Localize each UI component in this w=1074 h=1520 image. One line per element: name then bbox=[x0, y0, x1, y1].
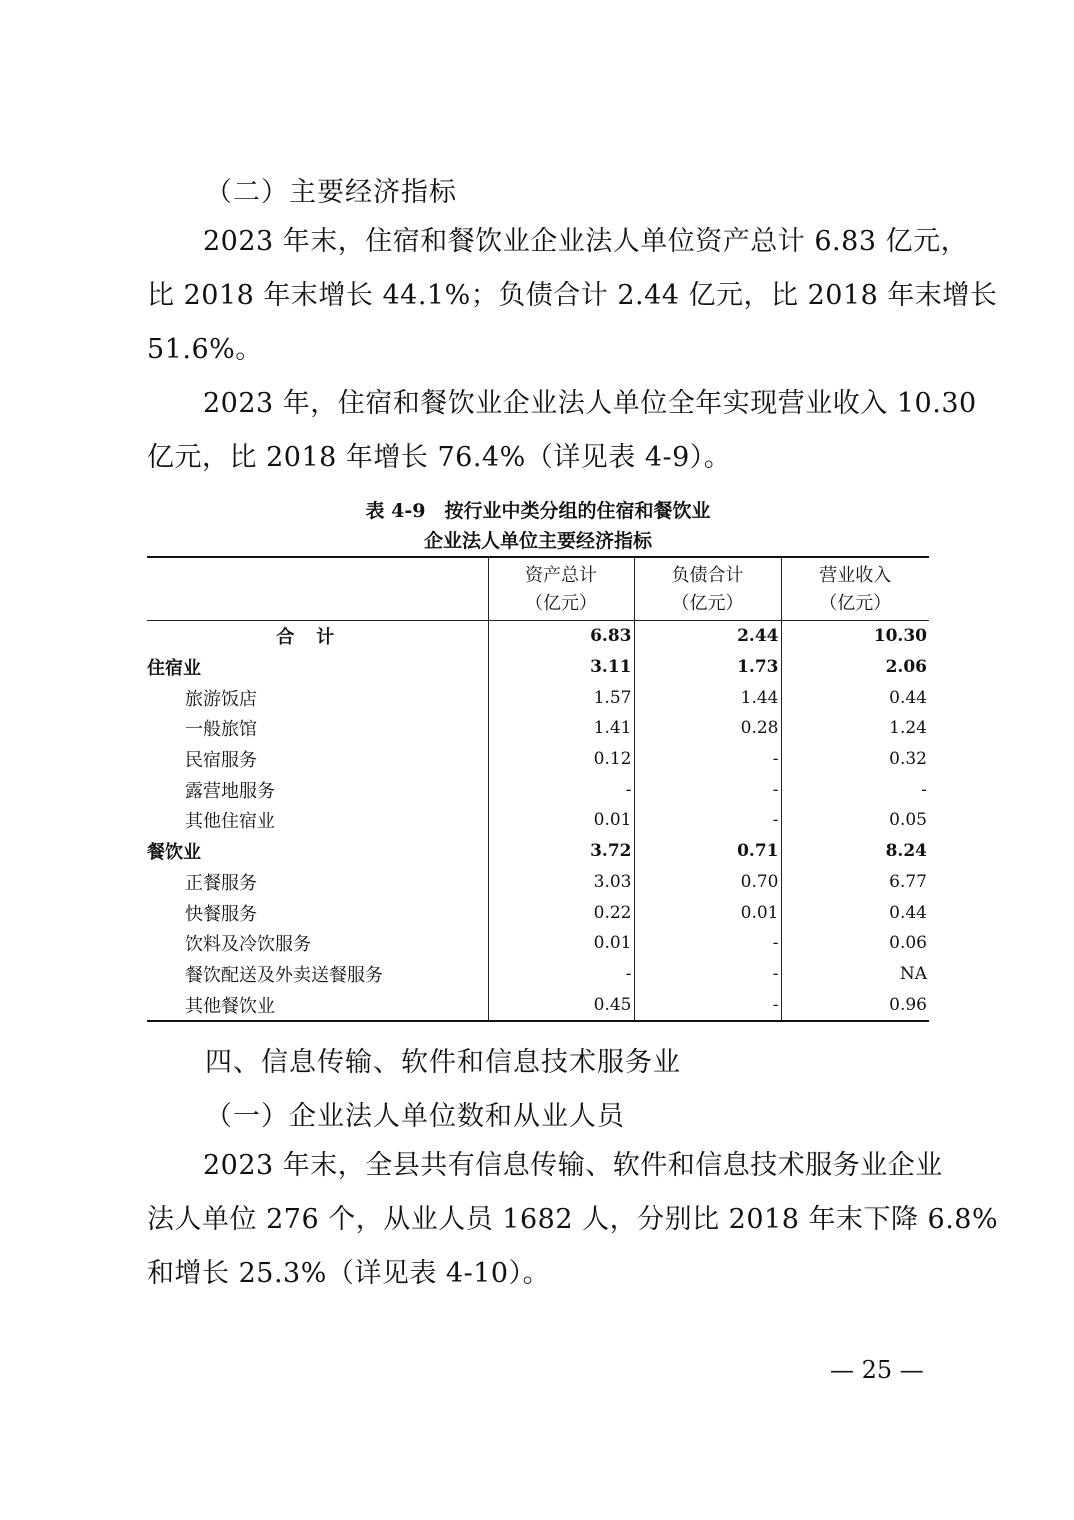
economic-indicators-table bbox=[147, 558, 929, 1020]
table-title: 表 4-9 按行业中类分组的住宿和餐饮业 bbox=[365, 500, 711, 522]
cell-value: 6.77 bbox=[781, 867, 929, 898]
row-label: 餐饮业 bbox=[147, 842, 201, 864]
table-row bbox=[147, 897, 929, 928]
table-row bbox=[147, 928, 929, 959]
table-row bbox=[147, 744, 929, 775]
row-label: 其他餐饮业 bbox=[185, 995, 275, 1017]
table-row-total bbox=[147, 621, 929, 652]
cell-value: 0.12 bbox=[488, 744, 634, 775]
paragraph-line: 法人单位 276 个，从业人员 1682 人，分别比 2018 年末下降 6.8% bbox=[147, 1204, 999, 1235]
paragraph-line: 2023 年末，住宿和餐饮业企业法人单位资产总计 6.83 亿元， bbox=[203, 226, 969, 257]
cell-value: 6.83 bbox=[488, 621, 634, 652]
table-row bbox=[147, 774, 929, 805]
table-header-row bbox=[147, 558, 929, 621]
cell-value: 0.71 bbox=[634, 836, 781, 867]
paragraph-line: 和增长 25.3%（详见表 4-10）。 bbox=[147, 1258, 551, 1289]
table-row-category bbox=[147, 652, 929, 683]
cell-value: 0.01 bbox=[488, 805, 634, 836]
cell-value: 0.05 bbox=[781, 805, 929, 836]
row-label: 合计 bbox=[276, 627, 357, 649]
column-header-unit: （亿元） bbox=[525, 593, 597, 614]
cell-value: 1.24 bbox=[781, 713, 929, 744]
row-label: 住宿业 bbox=[147, 658, 201, 680]
cell-value: 3.72 bbox=[488, 836, 634, 867]
cell-value: - bbox=[488, 774, 634, 805]
cell-value: 8.24 bbox=[781, 836, 929, 867]
column-header-label: 资产总计 bbox=[525, 565, 597, 586]
cell-value: NA bbox=[781, 959, 929, 990]
cell-value: - bbox=[488, 959, 634, 990]
column-header-liabilities bbox=[634, 558, 781, 621]
table-subtitle: 企业法人单位主要经济指标 bbox=[423, 530, 652, 552]
column-header-label: 负债合计 bbox=[671, 565, 744, 586]
cell-value: - bbox=[634, 989, 781, 1020]
cell-value: - bbox=[634, 744, 781, 775]
section-heading-it-services: 四、信息传输、软件和信息技术服务业 bbox=[205, 1047, 681, 1078]
row-label: 快餐服务 bbox=[185, 903, 257, 925]
row-label: 其他住宿业 bbox=[185, 811, 275, 833]
table-row-category bbox=[147, 836, 929, 867]
cell-value: 2.44 bbox=[634, 621, 781, 652]
cell-value: 0.96 bbox=[781, 989, 929, 1020]
cell-value: 0.44 bbox=[781, 682, 929, 713]
table-row bbox=[147, 713, 929, 744]
cell-value: - bbox=[634, 959, 781, 990]
cell-value: 0.32 bbox=[781, 744, 929, 775]
cell-value: 1.57 bbox=[488, 682, 634, 713]
table-row bbox=[147, 805, 929, 836]
paragraph-line: 2023 年，住宿和餐饮业企业法人单位全年实现营业收入 10.30 bbox=[203, 388, 977, 419]
cell-value: 0.06 bbox=[781, 928, 929, 959]
cell-value: 0.01 bbox=[634, 897, 781, 928]
cell-value: 3.03 bbox=[488, 867, 634, 898]
row-label: 露营地服务 bbox=[185, 780, 275, 802]
page-number: — 25 — bbox=[830, 1356, 924, 1384]
paragraph-line: 亿元，比 2018 年增长 76.4%（详见表 4-9）。 bbox=[147, 442, 732, 473]
cell-value: 3.11 bbox=[488, 652, 634, 683]
table-row bbox=[147, 867, 929, 898]
column-header-revenue bbox=[781, 558, 929, 621]
subsection-heading-units-employees: （一）企业法人单位数和从业人员 bbox=[205, 1101, 625, 1132]
table-bottom-rule bbox=[147, 1020, 929, 1022]
table-row bbox=[147, 682, 929, 713]
cell-value: 1.41 bbox=[488, 713, 634, 744]
row-label: 餐饮配送及外卖送餐服务 bbox=[185, 964, 383, 986]
cell-value: 10.30 bbox=[781, 621, 929, 652]
row-label: 饮料及冷饮服务 bbox=[185, 934, 311, 956]
row-label: 正餐服务 bbox=[185, 872, 257, 894]
column-header-unit: （亿元） bbox=[819, 593, 892, 614]
cell-value: 2.06 bbox=[781, 652, 929, 683]
table-corner-cell bbox=[147, 558, 488, 621]
cell-value: 0.28 bbox=[634, 713, 781, 744]
table-row bbox=[147, 959, 929, 990]
cell-value: 0.22 bbox=[488, 897, 634, 928]
cell-value: 1.44 bbox=[634, 682, 781, 713]
column-header-label: 营业收入 bbox=[819, 565, 892, 586]
cell-value: 0.44 bbox=[781, 897, 929, 928]
table-row bbox=[147, 989, 929, 1020]
column-header-assets bbox=[488, 558, 634, 621]
paragraph-line: 2023 年末，全县共有信息传输、软件和信息技术服务业企业 bbox=[203, 1150, 943, 1181]
cell-value: 0.01 bbox=[488, 928, 634, 959]
cell-value: 0.45 bbox=[488, 989, 634, 1020]
cell-value: - bbox=[634, 805, 781, 836]
paragraph-line: 51.6%。 bbox=[147, 334, 263, 365]
cell-value: 0.70 bbox=[634, 867, 781, 898]
cell-value: 1.73 bbox=[634, 652, 781, 683]
cell-value: - bbox=[781, 774, 929, 805]
cell-value: - bbox=[634, 774, 781, 805]
column-header-unit: （亿元） bbox=[671, 593, 744, 614]
row-label: 民宿服务 bbox=[185, 750, 257, 772]
row-label: 旅游饭店 bbox=[185, 688, 257, 710]
cell-value: - bbox=[634, 928, 781, 959]
paragraph-line: 比 2018 年末增长 44.1%；负债合计 2.44 亿元，比 2018 年末增长 bbox=[147, 280, 998, 311]
section-heading-economic-indicators: （二）主要经济指标 bbox=[205, 177, 457, 208]
row-label: 一般旅馆 bbox=[185, 719, 257, 741]
